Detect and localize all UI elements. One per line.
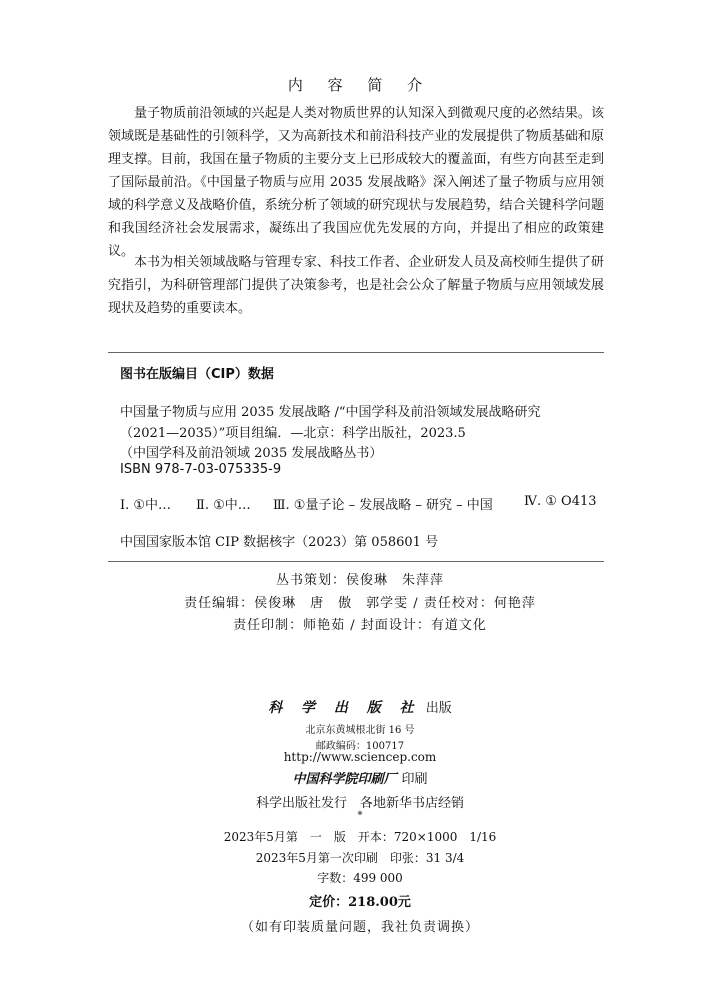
publisher-line	[0, 697, 720, 717]
cip-class-2: Ⅱ. ①中…	[196, 498, 251, 513]
quality-notice: （如有印装质量问题，我社负责调换）	[240, 920, 479, 935]
cip-record-number: 中国国家版本馆 CIP 数据核字（2023）第 058601 号	[120, 535, 439, 550]
divider-bottom	[108, 561, 604, 562]
cip-line-2: （2021—2035）”项目组编．—北京：科学出版社，2023.5	[120, 426, 466, 441]
publisher-url: http://www.sciencep.com	[283, 750, 437, 764]
publisher-address: 北京东黄城根北街 16 号	[305, 725, 415, 736]
publisher-postcode: 邮政编码：100717	[315, 741, 405, 752]
cip-isbn: ISBN 978-7-03-075335-9	[120, 462, 282, 477]
word-count: 字数：499 000	[317, 871, 403, 885]
distribution-line: 科学出版社发行 各地新华书店经销	[255, 796, 464, 811]
printer-name: 中国科学院印刷厂	[292, 772, 397, 787]
cip-class-1: Ⅰ. ①中…	[120, 498, 172, 513]
edition-line: 2023年5月第 一 版 开本：720×1000 1/16	[223, 830, 497, 844]
print-design-line: 责任印制：师艳茹 / 封面设计：有道文化	[233, 618, 487, 633]
series-planner: 丛书策划：侯俊琳 朱萍萍	[275, 573, 444, 588]
price: 定价：218.00元	[309, 895, 411, 910]
printer-line	[0, 768, 720, 787]
cip-line-3: （中国学科及前沿领域 2035 发展战略丛书）	[120, 446, 383, 461]
summary-title: 内 容 简 介	[287, 76, 433, 94]
publisher-name: 科 学 出 版 社	[268, 700, 421, 716]
separator-star: *	[357, 810, 363, 821]
printing-line: 2023年5月第一次印刷 印张：31 3/4	[255, 851, 465, 865]
divider-top	[108, 352, 604, 353]
cip-class-4: Ⅳ. ① O413	[524, 494, 597, 509]
publisher-suffix: 出版	[425, 701, 452, 716]
cip-heading: 图书在版编目（CIP）数据	[120, 367, 274, 382]
summary-paragraph-1: 量子物质前沿领域的兴起是人类对物质世界的认知深入到微观尺度的必然结果。该领域既是基础性的引领科学，又为高新技术和前沿科技产业的发展提供了物质基础和原理支撑。目前，我国在量子物质的主要分支上已形成较大的覆盖面，有些方向甚至走到了国际最前沿。《中国量子物质与应用 2035 发展战略》深入阐述了量子物质与应用领域的科学意义及战略价值，系统分析了领域的研究现状与发展趋势，结合关键科学问题和我国经济社会发展需求，凝练出了我国应优先发展的方向，并提出了相应的政策建议。	[108, 106, 604, 259]
editors-line: 责任编辑：侯俊琳 唐 傲 郭学雯 / 责任校对：何艳萍	[184, 596, 536, 611]
printer-suffix: 印刷	[401, 772, 428, 787]
summary-paragraph-2: 本书为相关领域战略与管理专家、科技工作者、企业研发人员及高校师生提供了研究指引，为科研管理部门提供了决策参考，也是社会公众了解量子物质与应用领域发展现状及趋势的重要读本。	[108, 255, 604, 316]
cip-line-1: 中国量子物质与应用 2035 发展战略 /“中国学科及前沿领域发展战略研究	[120, 405, 541, 420]
cip-class-3: Ⅲ. ①量子论 – 发展战略 – 研究 – 中国	[273, 498, 493, 513]
